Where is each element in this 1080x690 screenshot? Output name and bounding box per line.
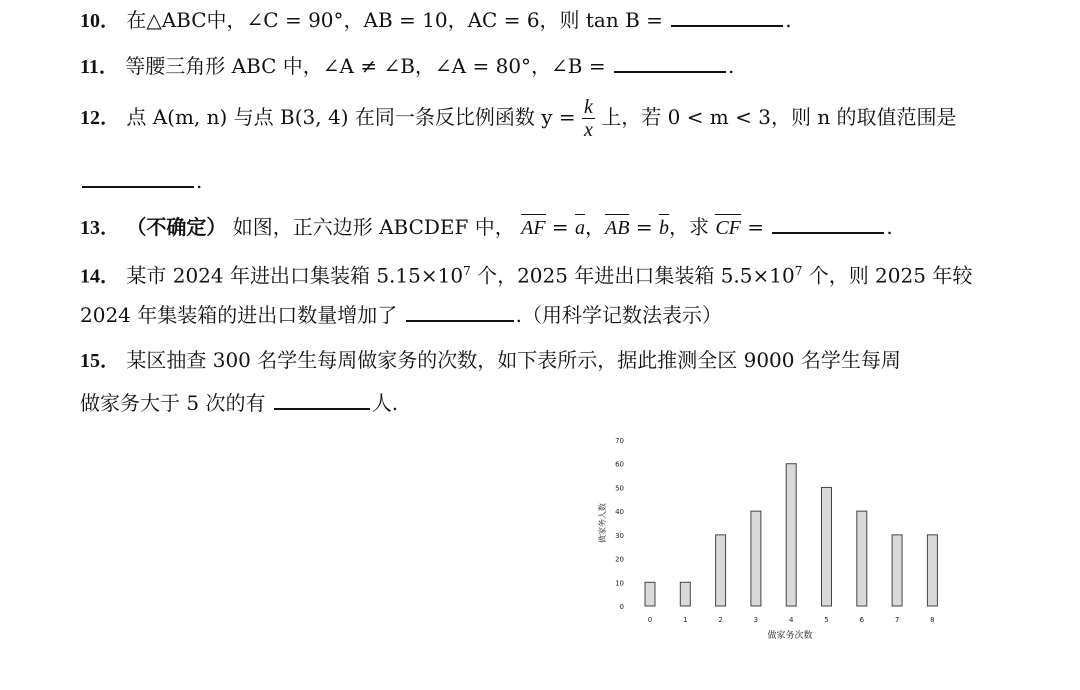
exponent: 7 [794, 264, 803, 278]
question-end: . [196, 169, 203, 193]
bars [645, 464, 937, 606]
x-tick-label: 0 [647, 616, 653, 624]
question-text: 做家务大于 5 次的有 [80, 391, 266, 415]
fraction-denominator: x [584, 119, 593, 141]
bar [716, 535, 726, 606]
y-tick-label: 70 [615, 437, 624, 445]
x-tick-label: 6 [859, 616, 865, 624]
x-tick-label: 2 [718, 616, 723, 624]
question-11: 11． 等腰三角形 ABC 中，∠A ≠ ∠B，∠A = 80°，∠B = . [80, 54, 735, 78]
vector-ab: AB [605, 217, 630, 239]
question-end: . [785, 8, 792, 32]
y-tick-label: 10 [615, 579, 624, 588]
y-tick-label: 40 [615, 508, 624, 517]
question-text: 点 A(m, n) 与点 B(3, 4) 在同一条反比例函数 y = [126, 105, 576, 129]
question-text-cont: 人. [371, 391, 399, 415]
x-tick-labels [648, 616, 935, 624]
question-12: 12． 点 A(m, n) 与点 B(3, 4) 在同一条反比例函数 y = $\frac{k}{x}$ 上，若 0 < m < 3，则 n 的取值范围是 [80, 96, 957, 141]
answer-blank[interactable] [614, 53, 726, 73]
question-text: 等腰三角形 ABC 中，∠A ≠ ∠B，∠A = 80°，∠B = [125, 54, 606, 78]
bar-chart [590, 428, 960, 648]
y-tick-label: 50 [615, 484, 624, 493]
answer-blank[interactable] [671, 7, 783, 27]
equals-sign: = [629, 215, 659, 239]
question-text-cont: 个，2025 年进出口集装箱 5.5×10 [470, 263, 795, 288]
x-tick-label: 8 [930, 616, 935, 624]
fraction-numerator: k [584, 96, 593, 118]
bar [680, 582, 690, 606]
bar [751, 511, 761, 606]
vector-af: AF [521, 217, 546, 239]
vector-a: a [575, 217, 586, 239]
question-12-blank-line [80, 168, 202, 194]
vector-cf: CF [715, 217, 741, 239]
question-13: 13． （不确定） 如图，正六边形 ABCDEF 中， AF = a，AB = b，求 CF = . [80, 215, 893, 239]
question-number: 15 [80, 350, 100, 372]
x-tick-label: 4 [788, 616, 794, 624]
y-tick-labels [615, 437, 624, 611]
y-tick-label: 0 [619, 603, 624, 611]
x-tick-label: 3 [753, 616, 759, 624]
equals-sign: = [740, 215, 765, 239]
equals-sign: = [545, 215, 576, 239]
y-axis-title: 做家务人数 [598, 503, 607, 543]
bar [822, 487, 832, 606]
question-tag: （不确定） [126, 217, 227, 239]
question-number: 14 [80, 265, 100, 288]
x-tick-label: 7 [894, 616, 900, 624]
x-axis-title: 做家务次数 [767, 631, 813, 641]
bar [927, 535, 937, 606]
y-tick-label: 30 [615, 531, 624, 540]
vector-b: b [658, 217, 669, 239]
question-end: . [727, 54, 735, 78]
question-text: 如图，正六边形 ABCDEF 中， [232, 215, 515, 239]
question-15-line-2 [80, 390, 398, 416]
bar [892, 535, 902, 606]
y-tick-label: 20 [615, 555, 624, 564]
answer-blank[interactable] [772, 214, 884, 234]
y-tick-label: 60 [615, 460, 624, 469]
exponent: 7 [463, 264, 471, 278]
question-text: 2024 年集装箱的进出口数量增加了 [80, 303, 398, 327]
question-text: 某区抽查 300 名学生每周做家务的次数，如下表所示，据此推测全区 9000 名学生每周 [126, 348, 901, 372]
question-text-cont: 上，若 0 < m < 3，则 n 的取值范围是 [601, 105, 957, 129]
question-text: 某市 2024 年进出口集装箱 5.15×10 [126, 263, 464, 288]
x-tick-label: 1 [683, 616, 688, 624]
bar [857, 511, 867, 606]
bar [645, 582, 655, 606]
question-10: 10． 在△ABC中，∠C = 90°，AB = 10，AC = 6，则 tan B = . [80, 8, 792, 32]
separator: ， [585, 215, 606, 239]
question-text-cont: ，求 [668, 215, 716, 239]
question-end: . [886, 215, 893, 239]
question-text: 在△ABC中，∠C = 90°，AB = 10，AC = 6，则 tan B = [126, 8, 663, 32]
question-number: 13 [80, 217, 100, 239]
answer-blank[interactable] [406, 302, 514, 322]
x-tick-label: 5 [824, 616, 829, 624]
answer-blank[interactable] [82, 168, 194, 188]
y-axis-title-group [597, 503, 607, 543]
bar [786, 464, 796, 606]
question-number: 12 [80, 107, 100, 129]
question-number: 10 [80, 10, 100, 32]
question-14-line-2 [80, 302, 722, 328]
fraction-k-over-x [582, 96, 595, 141]
question-text-cont: 个，则 2025 年较 [802, 263, 973, 288]
question-15: 15． 某区抽查 300 名学生每周做家务的次数，如下表所示，据此推测全区 9000 名学生每周 [80, 348, 901, 372]
question-14: 14． 某市 2024 年进出口集装箱 $5.15\times 10^7$ 个，2025 年进出口集装箱 $5.5\times 10^7$ 个，则 2025 年较 [80, 263, 973, 288]
question-number: 11 [80, 56, 99, 78]
answer-blank[interactable] [274, 390, 370, 410]
question-text-cont: .（用科学记数法表示） [515, 303, 722, 327]
